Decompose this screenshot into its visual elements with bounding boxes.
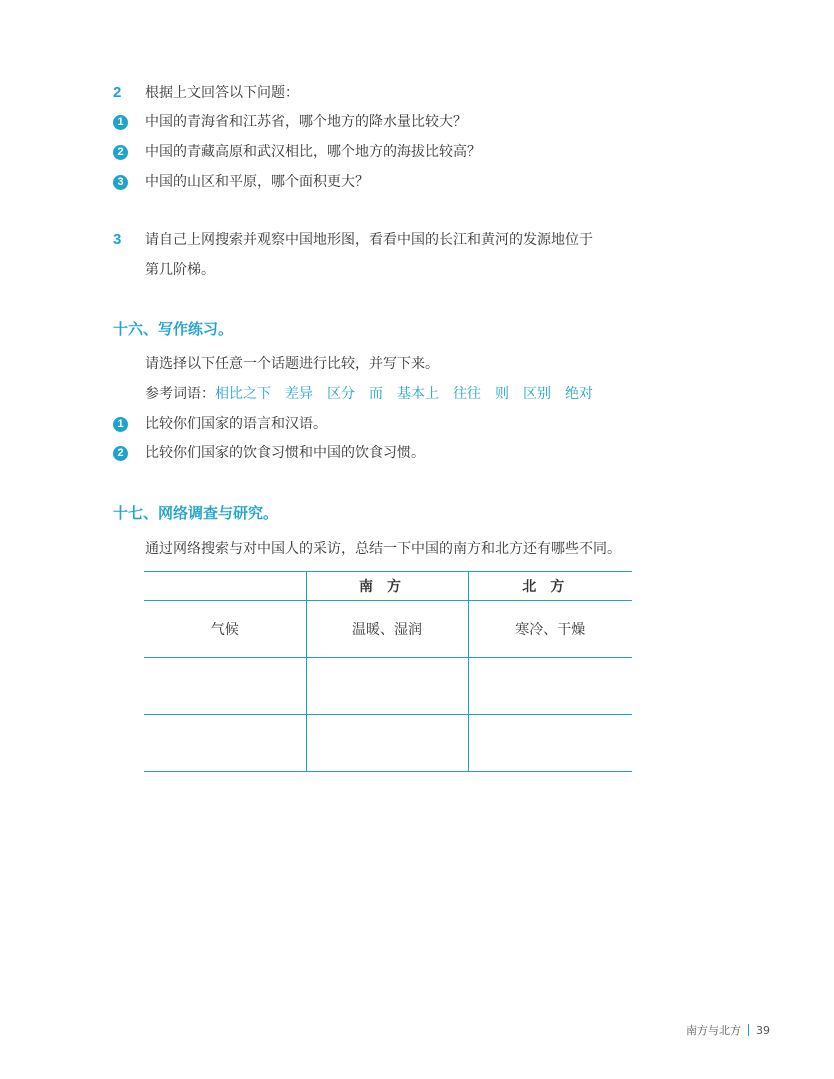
table-header-north: 北方 <box>468 572 632 601</box>
table-cell[interactable] <box>306 715 468 772</box>
item-marker-3: 3 <box>113 175 128 190</box>
vocab-word: 则 <box>495 386 509 402</box>
table-cell: 寒冷、干燥 <box>468 601 632 658</box>
table-header-cell <box>144 572 306 601</box>
question-3-line-1: 请自己上网搜索并观察中国地形图，看看中国的长江和黄河的发源地位于 <box>145 232 593 248</box>
section-17-heading: 十七、网络调查与研究。 <box>113 504 279 522</box>
vocab-word: 基本上 <box>397 386 439 402</box>
question-2-prompt: 根据上文回答以下问题： <box>145 85 299 101</box>
page-footer <box>686 1024 770 1038</box>
item-marker-1: 1 <box>113 417 128 432</box>
footer-divider <box>748 1024 749 1036</box>
table-row <box>144 658 632 715</box>
table-cell[interactable] <box>468 715 632 772</box>
vocab-list <box>215 386 607 402</box>
vocab-word: 相比之下 <box>215 386 271 402</box>
vocab-word: 绝对 <box>565 386 593 402</box>
vocab-word: 区别 <box>523 386 551 402</box>
section-16-item-1: 比较你们国家的语言和汉语。 <box>145 416 327 432</box>
item-marker-2: 2 <box>113 446 128 461</box>
vocab-row <box>145 384 607 404</box>
vocab-word: 区分 <box>327 386 355 402</box>
question-2-item-2: 中国的青藏高原和武汉相比，哪个地方的海拔比较高？ <box>145 144 481 160</box>
table-cell: 气候 <box>144 601 306 658</box>
question-3-number: 3 <box>113 231 122 248</box>
table-header-row <box>144 572 632 601</box>
table-cell[interactable] <box>144 658 306 715</box>
vocab-word: 差异 <box>285 386 313 402</box>
vocab-word: 而 <box>369 386 383 402</box>
question-2-number: 2 <box>113 84 122 101</box>
vocab-label: 参考词语： <box>145 386 215 402</box>
section-16-item-2: 比较你们国家的饮食习惯和中国的饮食习惯。 <box>145 445 425 461</box>
comparison-table <box>144 571 632 772</box>
section-16-instruction: 请选择以下任意一个话题进行比较，并写下来。 <box>145 356 439 372</box>
table-row <box>144 715 632 772</box>
table-cell[interactable] <box>468 658 632 715</box>
table-cell[interactable] <box>306 658 468 715</box>
table-row <box>144 601 632 658</box>
question-3-line-2: 第几阶梯。 <box>145 262 215 278</box>
question-2-item-3: 中国的山区和平原，哪个面积更大？ <box>145 174 369 190</box>
section-16-heading: 十六、写作练习。 <box>113 320 234 338</box>
item-marker-1: 1 <box>113 115 128 130</box>
page-number: 39 <box>756 1024 770 1037</box>
item-marker-2: 2 <box>113 145 128 160</box>
table-header-south: 南方 <box>306 572 468 601</box>
table-cell[interactable] <box>144 715 306 772</box>
vocab-word: 往往 <box>453 386 481 402</box>
table-cell: 温暖、湿润 <box>306 601 468 658</box>
chapter-title: 南方与北方 <box>686 1024 741 1037</box>
question-2-item-1: 中国的青海省和江苏省，哪个地方的降水量比较大？ <box>145 114 467 130</box>
section-17-instruction: 通过网络搜索与对中国人的采访，总结一下中国的南方和北方还有哪些不同。 <box>145 541 621 557</box>
